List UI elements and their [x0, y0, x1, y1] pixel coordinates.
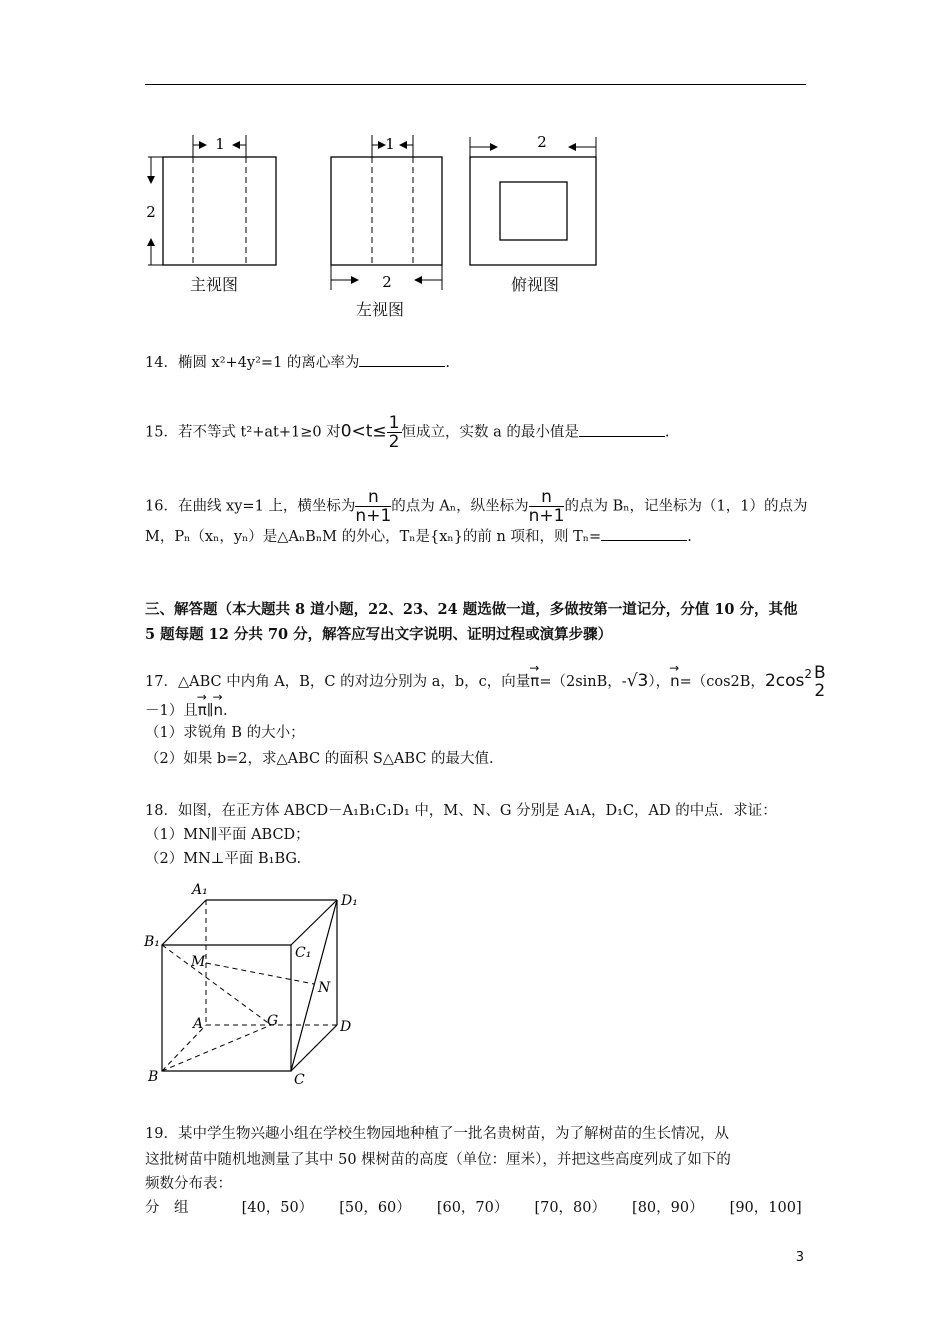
top-view-caption: 俯视图	[511, 275, 560, 294]
fraction-n-over-n1: $\frac{n}{n+1}$	[528, 487, 565, 526]
group-cell: [80，90）	[632, 1200, 704, 1216]
section-3-heading-line2: 5 题每题 12 分共 70 分，解答应写出文字说明、证明过程或演算步骤）	[145, 626, 613, 643]
question-18-line1: 18．如图，在正方体 ABCD－A₁B₁C₁D₁ 中，M、N、G 分别是 A₁A，D₁C，AD 的中点．求证：	[145, 803, 777, 819]
frequency-table-header	[145, 1198, 802, 1218]
label-B: B	[148, 1069, 159, 1085]
side-view-caption: 左视图	[356, 300, 405, 319]
page-number: 3	[795, 1250, 804, 1265]
question-17-line2: －1）且→ π∥→ n.	[145, 700, 228, 721]
question-19-line3: 频数分布表：	[145, 1176, 232, 1192]
table-header-label: 分 组	[145, 1200, 189, 1216]
fraction-b-over-2: B 2	[814, 663, 826, 701]
group-cell: [70，80）	[534, 1200, 606, 1216]
question-18-part2: （2）MN⊥平面 B₁BG.	[145, 851, 302, 867]
side-view	[331, 135, 442, 290]
side-dim-top: 1	[385, 135, 395, 153]
label-C: C	[294, 1072, 305, 1088]
label-B1: B₁	[144, 934, 160, 950]
label-M: M	[191, 954, 206, 970]
label-A: A	[193, 1016, 204, 1032]
answer-blank	[359, 352, 445, 367]
label-G: G	[267, 1013, 279, 1029]
label-C1: C₁	[295, 945, 312, 961]
label-D1: D₁	[341, 893, 358, 909]
group-cell: [50，60）	[339, 1200, 411, 1216]
question-17-line1: 17．△ABC 中内角 A，B，C 的对边分别为 a，b，c，向量→ π=（2sinB，-√3），→ n=（cos2B，$2\cos^2$ B 2	[145, 664, 828, 700]
question-15: 15．若不等式 t²+at+1≥0 对0<t≤ $\frac{1}{2}$ 恒成立，实数 a 的最小值是 .	[145, 413, 670, 452]
section-3-heading-line1: 三、解答题（本大题共 8 道小题，22、23、24 题选做一道，多做按第一道记分，分值 10 分，其他	[145, 601, 798, 618]
question-16-line2: M，Pₙ（xₙ，yₙ）是△AₙBₙM 的外心，Tₙ是{xₙ}的前 n 项和，则 Tₙ= .	[145, 526, 692, 547]
answer-blank	[601, 526, 687, 541]
question-17-part2: （2）如果 b=2，求△ABC 的面积 S△ABC 的最大值.	[145, 751, 494, 767]
header-rule	[145, 84, 806, 85]
question-17-part1: （1）求锐角 B 的大小；	[145, 725, 305, 741]
front-view-caption: 主视图	[190, 275, 239, 294]
three-view-figure	[140, 125, 620, 325]
group-cell: [90，100]	[729, 1200, 802, 1216]
side-dim-bottom: 2	[382, 273, 392, 291]
top-dim-top: 2	[537, 133, 547, 151]
label-N: N	[318, 980, 331, 996]
question-18-part1: （1）MN∥平面 ABCD；	[145, 827, 310, 843]
fraction-half: $\frac{1}{2}$	[388, 413, 400, 452]
group-cell: [40，50）	[241, 1200, 314, 1216]
front-view	[148, 135, 276, 265]
fraction-n-over-n1: $\frac{n}{n+1}$	[355, 487, 392, 526]
top-view	[470, 137, 596, 265]
front-dim-left: 2	[146, 203, 156, 221]
question-14: 14．椭圆 x²+4y²=1 的离心率为 .	[145, 352, 450, 373]
cube-figure	[140, 878, 380, 1088]
label-A1: A₁	[192, 882, 208, 898]
question-16-line1: 16．在曲线 xy=1 上，横坐标为 $\frac{n}{n+1}$ 的点为 Aₙ，纵坐标为 $\frac{n}{n+1}$ 的点为 Bₙ，记坐标为（1，1）的点为	[145, 487, 808, 526]
question-19-line2: 这批树苗中随机地测量了其中 50 棵树苗的高度（单位：厘米），并把这些高度列成了如下的	[145, 1152, 731, 1168]
group-cell: [60，70）	[436, 1200, 509, 1216]
question-19-line1: 19．某中学生物兴趣小组在学校生物园地种植了一批名贵树苗，为了解树苗的生长情况，从	[145, 1126, 729, 1142]
label-D: D	[340, 1019, 352, 1035]
answer-blank	[579, 422, 665, 437]
front-dim-top: 1	[215, 135, 225, 153]
